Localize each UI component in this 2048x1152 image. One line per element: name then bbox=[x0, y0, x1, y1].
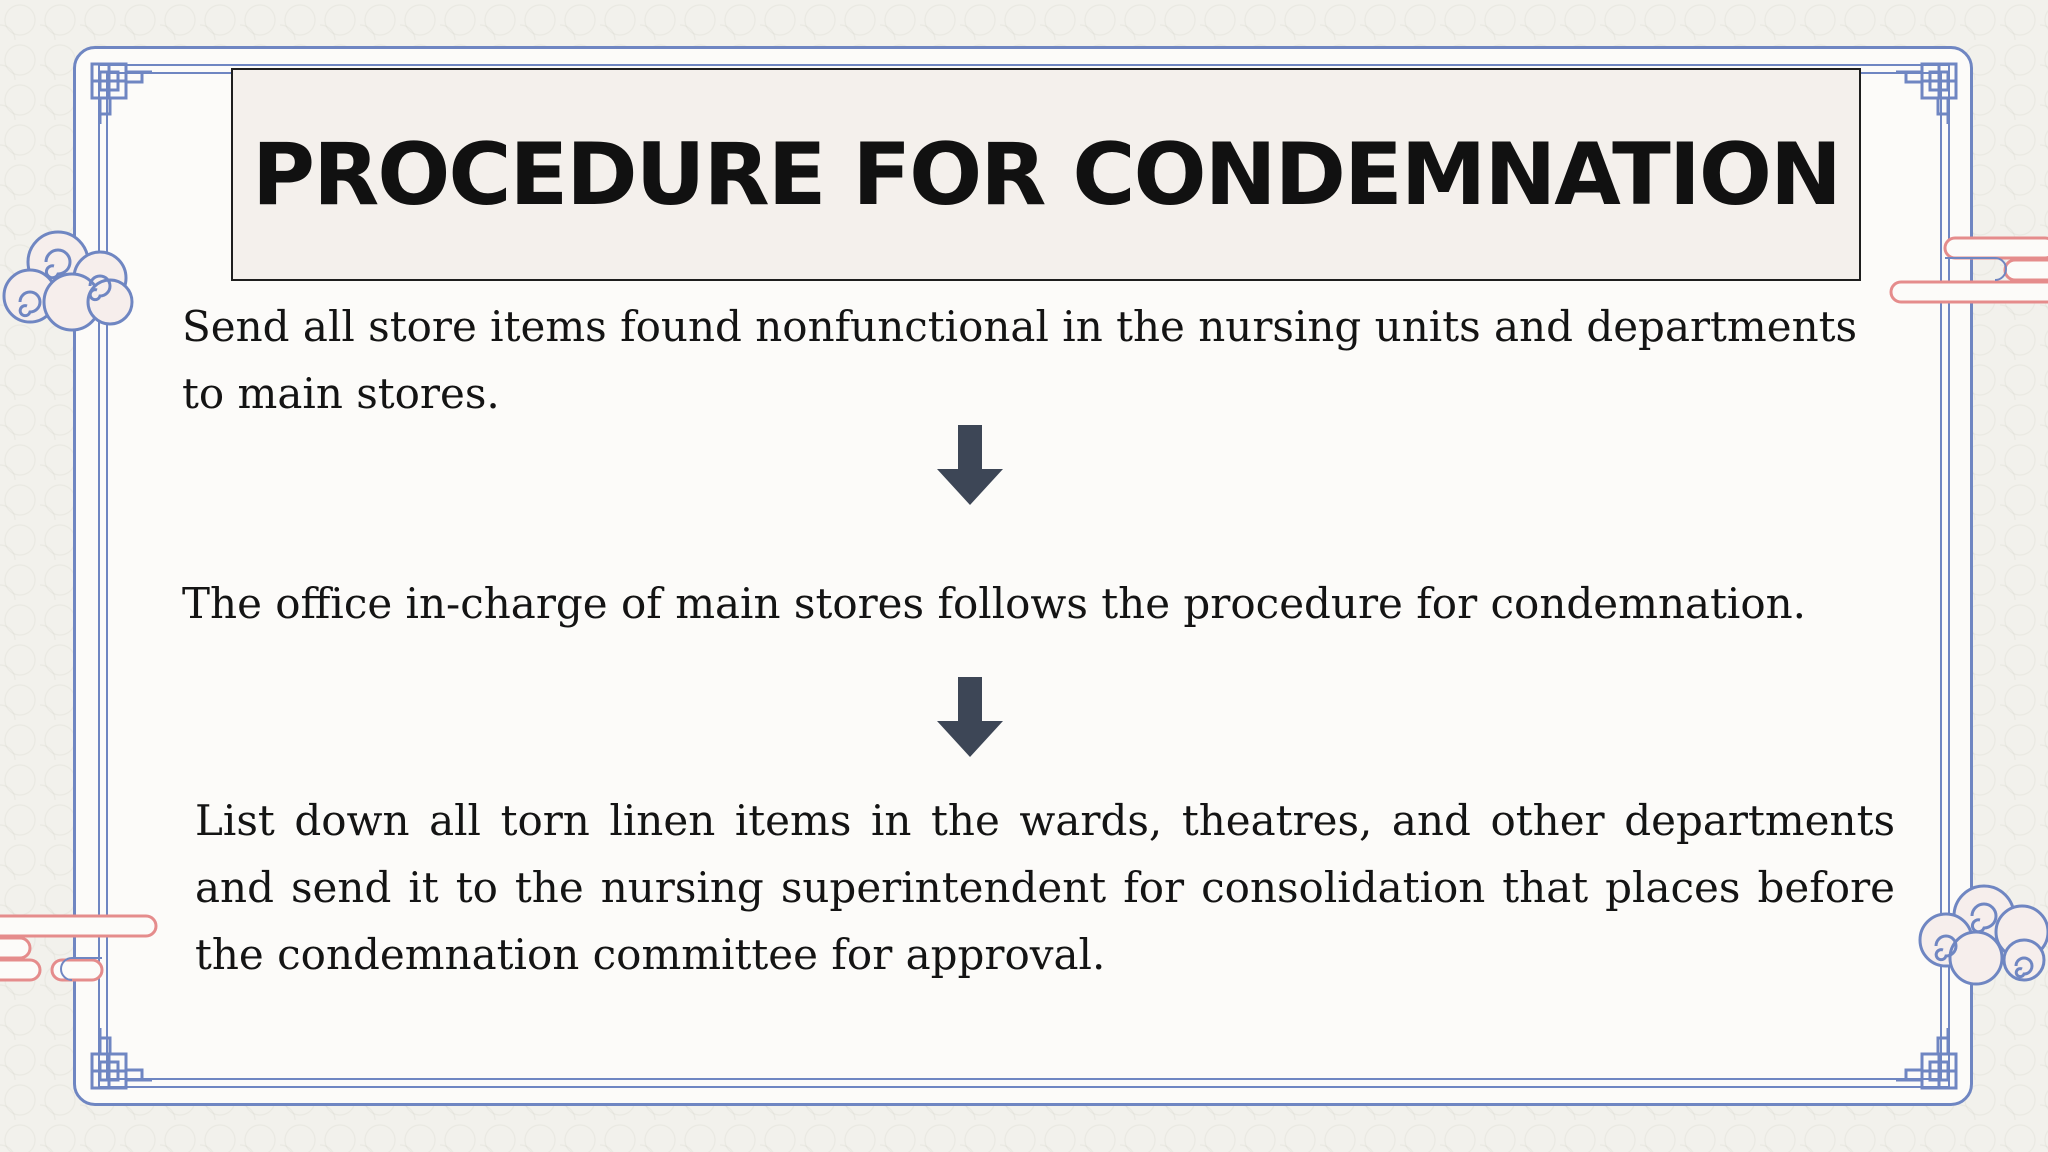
arrow-down-icon bbox=[937, 677, 1003, 757]
fret-corner-icon bbox=[1892, 1024, 1962, 1094]
page-title: PROCEDURE FOR CONDEMNATION bbox=[252, 124, 1840, 225]
step-2-text: The office in-charge of main stores follows the procedure for condemnation. bbox=[182, 579, 1807, 628]
fret-corner-icon bbox=[86, 58, 156, 128]
title-banner bbox=[231, 68, 1861, 281]
cloud-bar-icon bbox=[1885, 232, 2048, 312]
step-1-text: Send all store items found nonfunctional in the nursing units and departments to main stores. bbox=[182, 302, 1858, 418]
cloud-bar-icon bbox=[0, 910, 165, 990]
fret-corner-icon bbox=[1892, 58, 1962, 128]
arrow-down-icon bbox=[937, 425, 1003, 505]
cloud-swirl-icon bbox=[0, 226, 140, 336]
step-3-text: List down all torn linen items in the wards, theatres, and other departments and send it to the nursing superintendent for consolidation that places before the condemnation committee for approval. bbox=[195, 796, 1895, 979]
cloud-swirl-icon bbox=[1912, 880, 2048, 990]
fret-corner-icon bbox=[86, 1024, 156, 1094]
